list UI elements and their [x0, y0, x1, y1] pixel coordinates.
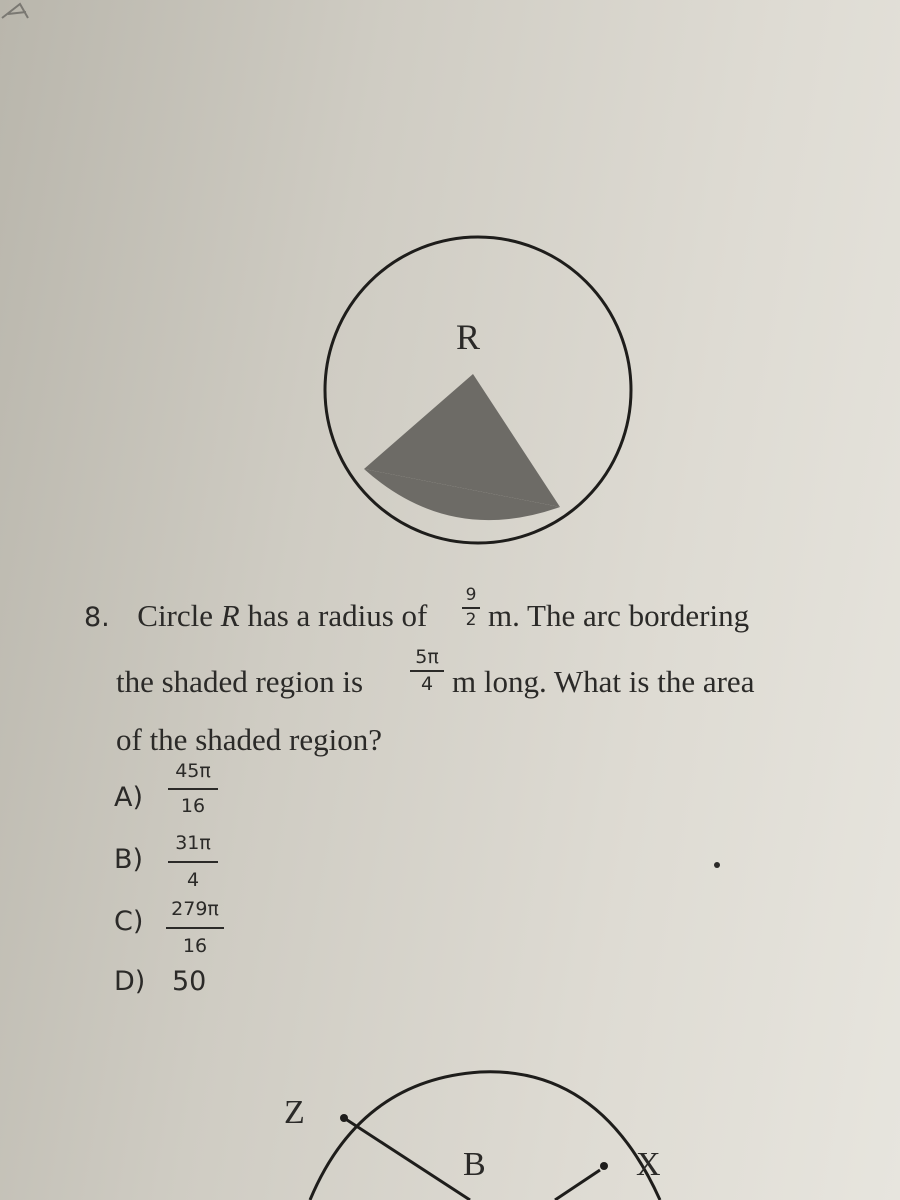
arc-length-fraction [410, 648, 444, 694]
choice-d-value: 50 [172, 966, 207, 997]
arc-numerator: 5π [415, 646, 439, 668]
fraction-bar [166, 927, 224, 929]
choice-a-numerator: 45π [175, 760, 211, 782]
radius-fraction [462, 587, 480, 629]
question-text: m. The arc bordering [488, 598, 750, 633]
fraction-bar [168, 861, 218, 863]
choice-b-denominator: 4 [186, 869, 200, 891]
pencil-mark [0, 0, 80, 40]
choice-c-denominator: 16 [182, 935, 208, 957]
radius-denominator: 2 [465, 610, 477, 630]
chord-z [344, 1118, 470, 1200]
fraction-bar [410, 670, 444, 672]
question-number: 8. [84, 602, 110, 633]
choice-d-letter: D) [114, 966, 146, 997]
choice-c-value [166, 900, 224, 956]
circle-variable: R [220, 598, 240, 633]
arc-denominator: 4 [420, 673, 434, 695]
choice-a-value [168, 762, 218, 816]
choice-a-letter: A) [114, 782, 144, 813]
choice-c-letter: C) [114, 906, 144, 937]
radius-numerator: 9 [465, 585, 477, 605]
choice-a-denominator: 16 [180, 795, 206, 817]
question-line-3: of the shaded region? [116, 722, 382, 757]
choice-b-value [168, 834, 218, 890]
label-z: Z [284, 1094, 305, 1131]
stray-dot [712, 860, 722, 870]
fraction-bar [462, 607, 480, 609]
point-z [340, 1114, 348, 1122]
label-x: X [636, 1146, 661, 1183]
fraction-bar [168, 788, 218, 790]
question-text: Circle [137, 598, 221, 633]
question-line-1 [84, 598, 427, 634]
label-b: B [463, 1146, 486, 1183]
question-text: has a radius of [239, 598, 428, 633]
question-text: m long. What is the area [452, 664, 755, 699]
choice-b-numerator: 31π [175, 832, 211, 854]
center-label-r: R [456, 317, 481, 357]
chord-x [555, 1170, 600, 1200]
choice-c-numerator: 279π [171, 898, 219, 920]
question-line-2: the shaded region is [116, 664, 364, 699]
circle-r-figure [320, 228, 640, 548]
point-x [600, 1162, 608, 1170]
choice-b-letter: B) [114, 844, 144, 875]
